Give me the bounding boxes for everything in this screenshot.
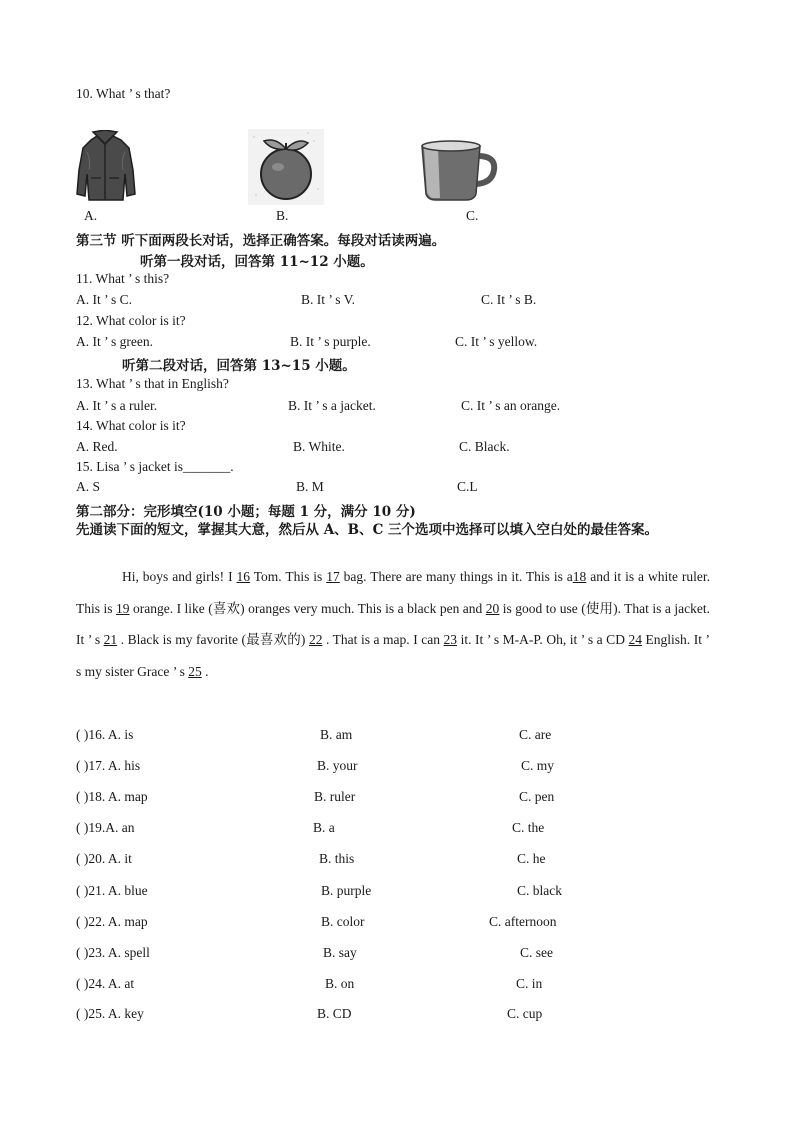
option-b-label: B. <box>276 208 289 223</box>
q12-option-a: A. It ’ s green. <box>76 334 153 349</box>
cloze-20-question: ( )20. A. it <box>76 851 132 866</box>
cloze-passage: Hi, boys and girls! I 16 Tom. This is 17 bag. There are many things in it. This is a18 and it is a white ruler. This is 19 orange. I like (喜欢) oranges very much. This is a black pen and 20 is good to use (使用). That is a jacket. It ’ s 21 . Black is my favorite (最喜欢的) 22 . That is a map. I can 23 it. It ’ s M-A-P. Oh, it ’ s a CD 24 English. It ’ s my sister Grace ’ s 25 . <box>76 569 711 679</box>
blank-22: 22 <box>308 632 323 647</box>
part2-instruction: 先通读下面的短文，掌握其大意，然后从 A、B、C 三个选项中选择可以填入空白处的最佳答案。 <box>76 522 659 538</box>
jacket-icon <box>75 130 137 204</box>
cloze-20-option-c: C. he <box>517 851 546 866</box>
question-13: 13. What ’ s that in English? <box>76 376 229 391</box>
blank-23: 23 <box>443 632 458 647</box>
cloze-21-option-c: C. black <box>517 883 562 898</box>
cloze-25-option-b: B. CD <box>317 1006 352 1021</box>
q13-option-b: B. It ’ s a jacket. <box>288 398 376 413</box>
cloze-20-option-b: B. this <box>319 851 355 866</box>
question-11: 11. What ’ s this? <box>76 271 170 286</box>
q15-option-a: A. S <box>76 479 101 494</box>
q15-option-c: C.L <box>457 479 478 494</box>
orange-icon <box>248 129 324 205</box>
cloze-22-option-b: B. color <box>321 914 365 929</box>
q15-option-b: B. M <box>296 479 324 494</box>
part2-heading: 第二部分：完形填空(10 小题；每题 1 分，满分 10 分) <box>76 504 416 520</box>
cloze-16-option-b: B. am <box>320 727 353 742</box>
cloze-23-question: ( )23. A. spell <box>76 945 150 960</box>
cloze-19-option-c: C. the <box>512 820 545 835</box>
q12-option-c: C. It ’ s yellow. <box>455 334 538 349</box>
dialog1-instruction: 听第一段对话，回答第 11~12 小题。 <box>140 254 374 270</box>
cloze-24-question: ( )24. A. at <box>76 976 135 991</box>
q14-option-c: C. Black. <box>459 439 510 454</box>
cloze-24-option-b: B. on <box>325 976 355 991</box>
q11-option-b: B. It ’ s V. <box>301 292 356 307</box>
q11-option-a: A. It ’ s C. <box>76 292 132 307</box>
q14-option-b: B. White. <box>293 439 345 454</box>
question-15: 15. Lisa ’ s jacket is_______. <box>76 459 234 474</box>
blank-24: 24 <box>628 632 642 647</box>
q12-option-b: B. It ’ s purple. <box>290 334 371 349</box>
option-c-label: C. <box>466 208 479 223</box>
blank-20: 20 <box>485 600 500 616</box>
cloze-22-option-c: C. afternoon <box>489 914 557 929</box>
question-12: 12. What color is it? <box>76 313 186 328</box>
q13-option-a: A. It ’ s a ruler. <box>76 398 158 413</box>
cloze-24-option-c: C. in <box>516 976 543 991</box>
cloze-17-option-c: C. my <box>521 758 555 773</box>
cloze-17-question: ( )17. A. his <box>76 758 141 773</box>
cloze-23-option-c: C. see <box>520 945 553 960</box>
question-10: 10. What ’ s that? <box>76 86 171 101</box>
blank-25: 25 <box>188 663 202 679</box>
cup-icon <box>418 138 498 204</box>
q11-option-c: C. It ’ s B. <box>481 292 537 307</box>
option-a-label: A. <box>84 208 98 223</box>
cloze-18-option-c: C. pen <box>519 789 555 804</box>
blank-17: 17 <box>326 569 340 584</box>
cloze-17-option-b: B. your <box>317 758 358 773</box>
cloze-19-option-b: B. a <box>313 820 335 835</box>
cloze-21-option-b: B. purple <box>321 883 372 898</box>
cloze-23-option-b: B. say <box>323 945 357 960</box>
cloze-18-option-b: B. ruler <box>314 789 356 804</box>
cloze-25-option-c: C. cup <box>507 1006 543 1021</box>
blank-21: 21 <box>103 632 118 647</box>
cloze-16-question: ( )16. A. is <box>76 727 134 742</box>
blank-16: 16 <box>236 569 251 584</box>
blank-19: 19 <box>115 600 130 616</box>
section3-heading: 第三节 听下面两段长对话，选择正确答案。每段对话读两遍。 <box>76 233 446 249</box>
q13-option-c: C. It ’ s an orange. <box>461 398 561 413</box>
cloze-25-question: ( )25. A. key <box>76 1006 144 1021</box>
cloze-19-question: ( )19.A. an <box>76 820 135 835</box>
cloze-22-question: ( )22. A. map <box>76 914 148 929</box>
blank-18: 18 <box>572 569 587 584</box>
cloze-18-question: ( )18. A. map <box>76 789 148 804</box>
cloze-21-question: ( )21. A. blue <box>76 883 148 898</box>
cloze-16-option-c: C. are <box>519 727 552 742</box>
question-14: 14. What color is it? <box>76 418 186 433</box>
q14-option-a: A. Red. <box>76 439 118 454</box>
dialog2-instruction: 听第二段对话，回答第 13~15 小题。 <box>122 358 356 374</box>
